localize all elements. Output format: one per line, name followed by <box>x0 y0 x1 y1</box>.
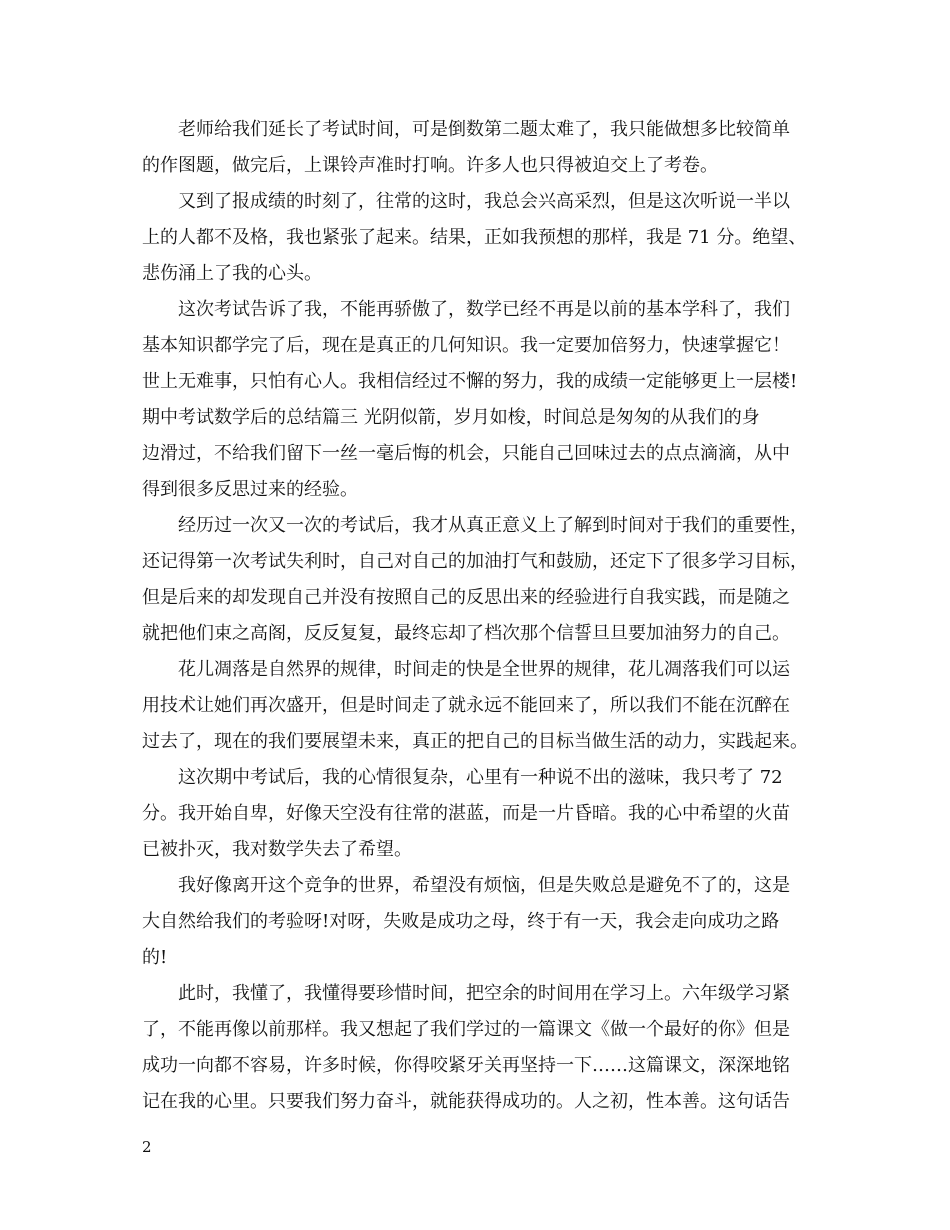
text-line: 得到很多反思过来的经验。 <box>142 479 358 500</box>
text-line: 边滑过，不给我们留下一丝一毫后悔的机会，只能自己回味过去的点点滴滴，从中 <box>142 443 790 464</box>
text-line: 还记得第一次考试失利时，自己对自己的加油打气和鼓励，还定下了很多学习目标， <box>142 551 808 572</box>
text-line: 了，不能再像以前那样。我又想起了我们学过的一篇课文《做一个最好的你》但是 <box>142 1019 790 1040</box>
text-line: 我好像离开这个竞争的世界，希望没有烦恼，但是失败总是避免不了的，这是 <box>178 875 790 896</box>
text-line: 用技术让她们再次盛开，但是时间走了就永远不能回来了，所以我们不能在沉醉在 <box>142 695 790 716</box>
text-line: 这次期中考试后，我的心情很复杂，心里有一种说不出的滋味，我只考了 72 <box>178 767 783 788</box>
text-line: 成功一向都不容易，许多时候，你得咬紧牙关再坚持一下……这篇课文，深深地铭 <box>142 1055 790 1076</box>
text-line: 又到了报成绩的时刻了，往常的这时，我总会兴高采烈，但是这次听说一半以 <box>178 191 790 212</box>
text-line: 分。我开始自卑，好像天空没有往常的湛蓝，而是一片昏暗。我的心中希望的火苗 <box>142 803 790 824</box>
text-line: 悲伤涌上了我的心头。 <box>142 263 322 284</box>
text-line: 老师给我们延长了考试时间，可是倒数第二题太难了，我只能做想多比较简单 <box>178 119 790 140</box>
text-line: 就把他们束之高阁，反反复复，最终忘却了档次那个信誓旦旦要加油努力的自己。 <box>142 623 790 644</box>
page-number: 2 <box>142 1138 152 1156</box>
text-line: 经历过一次又一次的考试后，我才从真正意义上了解到时间对于我们的重要性， <box>178 515 808 536</box>
text-line: 但是后来的却发现自己并没有按照自己的反思出来的经验进行自我实践，而是随之 <box>142 587 790 608</box>
text-line: 大自然给我们的考验呀!对呀，失败是成功之母，终于有一天，我会走向成功之路 <box>142 911 780 932</box>
text-line: 的! <box>142 947 168 968</box>
text-line: 期中考试数学后的总结篇三 光阴似箭，岁月如梭，时间总是匆匆的从我们的身 <box>142 407 760 428</box>
text-line: 此时，我懂了，我懂得要珍惜时间，把空余的时间用在学习上。六年级学习紧 <box>178 983 790 1004</box>
text-line: 已被扑灭，我对数学失去了希望。 <box>142 839 412 860</box>
text-line: 世上无难事，只怕有心人。我相信经过不懈的努力，我的成绩一定能够更上一层楼! <box>142 371 798 392</box>
text-line: 基本知识都学完了后，现在是真正的几何知识。我一定要加倍努力，快速掌握它！ <box>142 335 790 356</box>
text-line: 记在我的心里。只要我们努力奋斗，就能获得成功的。人之初，性本善。这句话告 <box>142 1091 790 1112</box>
text-line: 花儿凋落是自然界的规律，时间走的快是全世界的规律，花儿凋落我们可以运 <box>178 659 790 680</box>
text-line: 的作图题，做完后，上课铃声准时打响。许多人也只得被迫交上了考卷。 <box>142 155 718 176</box>
text-line: 上的人都不及格，我也紧张了起来。结果，正如我预想的那样，我是 71 分。绝望、 <box>142 227 807 248</box>
text-line: 这次考试告诉了我，不能再骄傲了，数学已经不再是以前的基本学科了，我们 <box>178 299 790 320</box>
text-line: 过去了，现在的我们要展望未来，真正的把自己的目标当做生活的动力，实践起来。 <box>142 731 808 752</box>
